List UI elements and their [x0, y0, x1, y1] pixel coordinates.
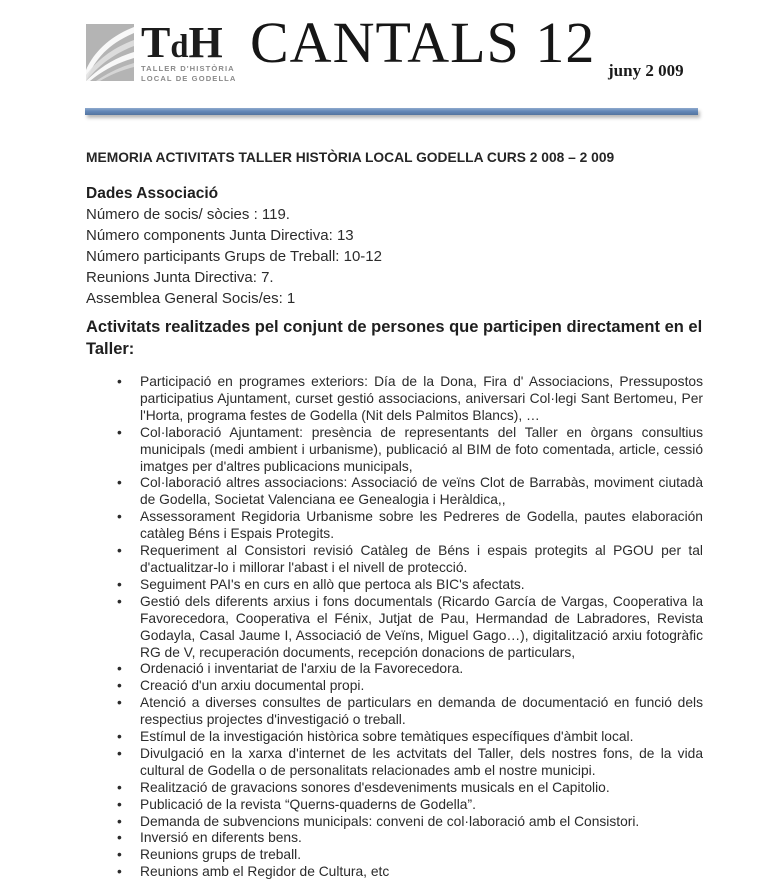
- tdh-letter-h: H: [188, 18, 223, 67]
- activitats-heading: Activitats realitzades pel conjunt de persones que participen directament en el Taller:: [86, 318, 703, 358]
- dades-associacio-section: [86, 183, 382, 309]
- newsletter-title: CANTALS 12: [250, 10, 596, 75]
- activitats-list-section: [86, 374, 703, 881]
- activity-item: • Reunions amb el Regidor de Cultura, etc: [86, 864, 703, 881]
- header-divider-rule: [85, 108, 698, 115]
- activity-item: • Assessorament Regidoria Urbanisme sobre les Pedreres de Godella, pautes elaboración catàleg Béns i Espais Protegits.: [86, 509, 703, 543]
- tdh-acronym: [141, 18, 237, 67]
- activity-item: • Atenció a diverses consultes de particulars en demanda de documentació en funció dels respectius projectes d'investigació o treball.: [86, 695, 703, 729]
- activity-item: • Requeriment al Consistori revisió Catàleg de Béns i espais protegits al PGOU per tal d'actualitzar-lo i millorar l'abast i el nivell de protecció.: [86, 543, 703, 577]
- memoria-heading: MEMORIA ACTIVITATS TALLER HISTÒRIA LOCAL GODELLA CURS 2 008 – 2 009: [86, 150, 615, 165]
- activitats-list: [86, 374, 703, 881]
- activity-item: • Ordenació i inventariat de l'arxiu de la Favorecedora.: [86, 661, 703, 678]
- tdh-letter-d: d: [170, 29, 189, 65]
- tdh-caption-line2: LOCAL DE GODELLA: [141, 73, 237, 83]
- activity-item: • Reunions grups de treball.: [86, 847, 703, 864]
- dades-line: Número components Junta Directiva: 13: [86, 227, 354, 244]
- tdh-letter-t: T: [141, 18, 171, 67]
- dades-line: Reunions Junta Directiva: 7.: [86, 269, 274, 286]
- activity-item: • Col·laboració altres associacions: Associació de veïns Clot de Barrabàs, moviment ciutadà de Godella, Societat Valenciana ee Genealogia i Heràldica,,: [86, 475, 703, 509]
- dades-heading: Dades Associació: [86, 185, 219, 202]
- activity-item: • Inversió en diferents bens.: [86, 830, 703, 847]
- activity-item: • Divulgació en la xarxa d'internet de les actvitats del Taller, dels nostres fons, de la vida cultural de Godella o de personalitats relacionades amb el nostre municipi.: [86, 746, 703, 780]
- activity-item: • Col·laboració Ajuntament: presència de representants del Taller en òrgans consultius municipals (medi ambient i urbanisme), publicació al BIM de foto comentada, article, cessió imatges per d'altres publicacions municipals,: [86, 425, 703, 476]
- dades-lines: [86, 204, 382, 309]
- tdh-logo: [86, 18, 237, 83]
- activity-item: • Gestió dels diferents arxius i fons documentals (Ricardo García de Vargas, Cooperativa la Favorecedora, Cooperativa el Fénix, Jutjat de Pau, Hermandad de Labradores, Revista Godayla, Casal Jaume I, Associació de Veïns, Miguel Gago…), digitalització arxiu fotogràfic RG de V, recuperación documents, recepción donacions de particulars,: [86, 594, 703, 662]
- issue-date: juny 2 009: [608, 61, 684, 80]
- tdh-caption: [141, 64, 237, 83]
- dades-line: Número participants Grups de Treball: 10-12: [86, 248, 382, 265]
- activity-item: • Estímul de la investigación històrica sobre temàtiques específiques d'àmbit local.: [86, 729, 703, 746]
- dades-line: Assemblea General Socis/es: 1: [86, 290, 296, 307]
- tdh-logo-swoosh-icon: [86, 24, 134, 81]
- activity-item: • Realització de gravacions sonores d'esdeveniments musicals en el Capitolio.: [86, 780, 703, 797]
- activity-item: • Demanda de subvencions municipals: conveni de col·laboració amb el Consistori.: [86, 814, 703, 831]
- activity-item: • Seguiment PAI's en curs en allò que pertoca als BIC's afectats.: [86, 577, 703, 594]
- activity-item: • Publicació de la revista “Querns-quaderns de Godella”.: [86, 797, 703, 814]
- activity-item: • Participació en programes exteriors: Día de la Dona, Fira d' Associacions, Pressupostos participatius Ajuntament, curset gestió associacions, aniversari Col·legi Sant Bertomeu, Per l'Horta, programa festes de Godella (Nit dels Palmitos Blancs), …: [86, 374, 703, 425]
- tdh-caption-line1: TALLER D'HISTÒRIA: [141, 64, 235, 74]
- dades-line: Número de socis/ sòcies : 119.: [86, 206, 290, 223]
- tdh-logo-text: [141, 18, 237, 83]
- activity-item: • Creació d'un arxiu documental propi.: [86, 678, 703, 695]
